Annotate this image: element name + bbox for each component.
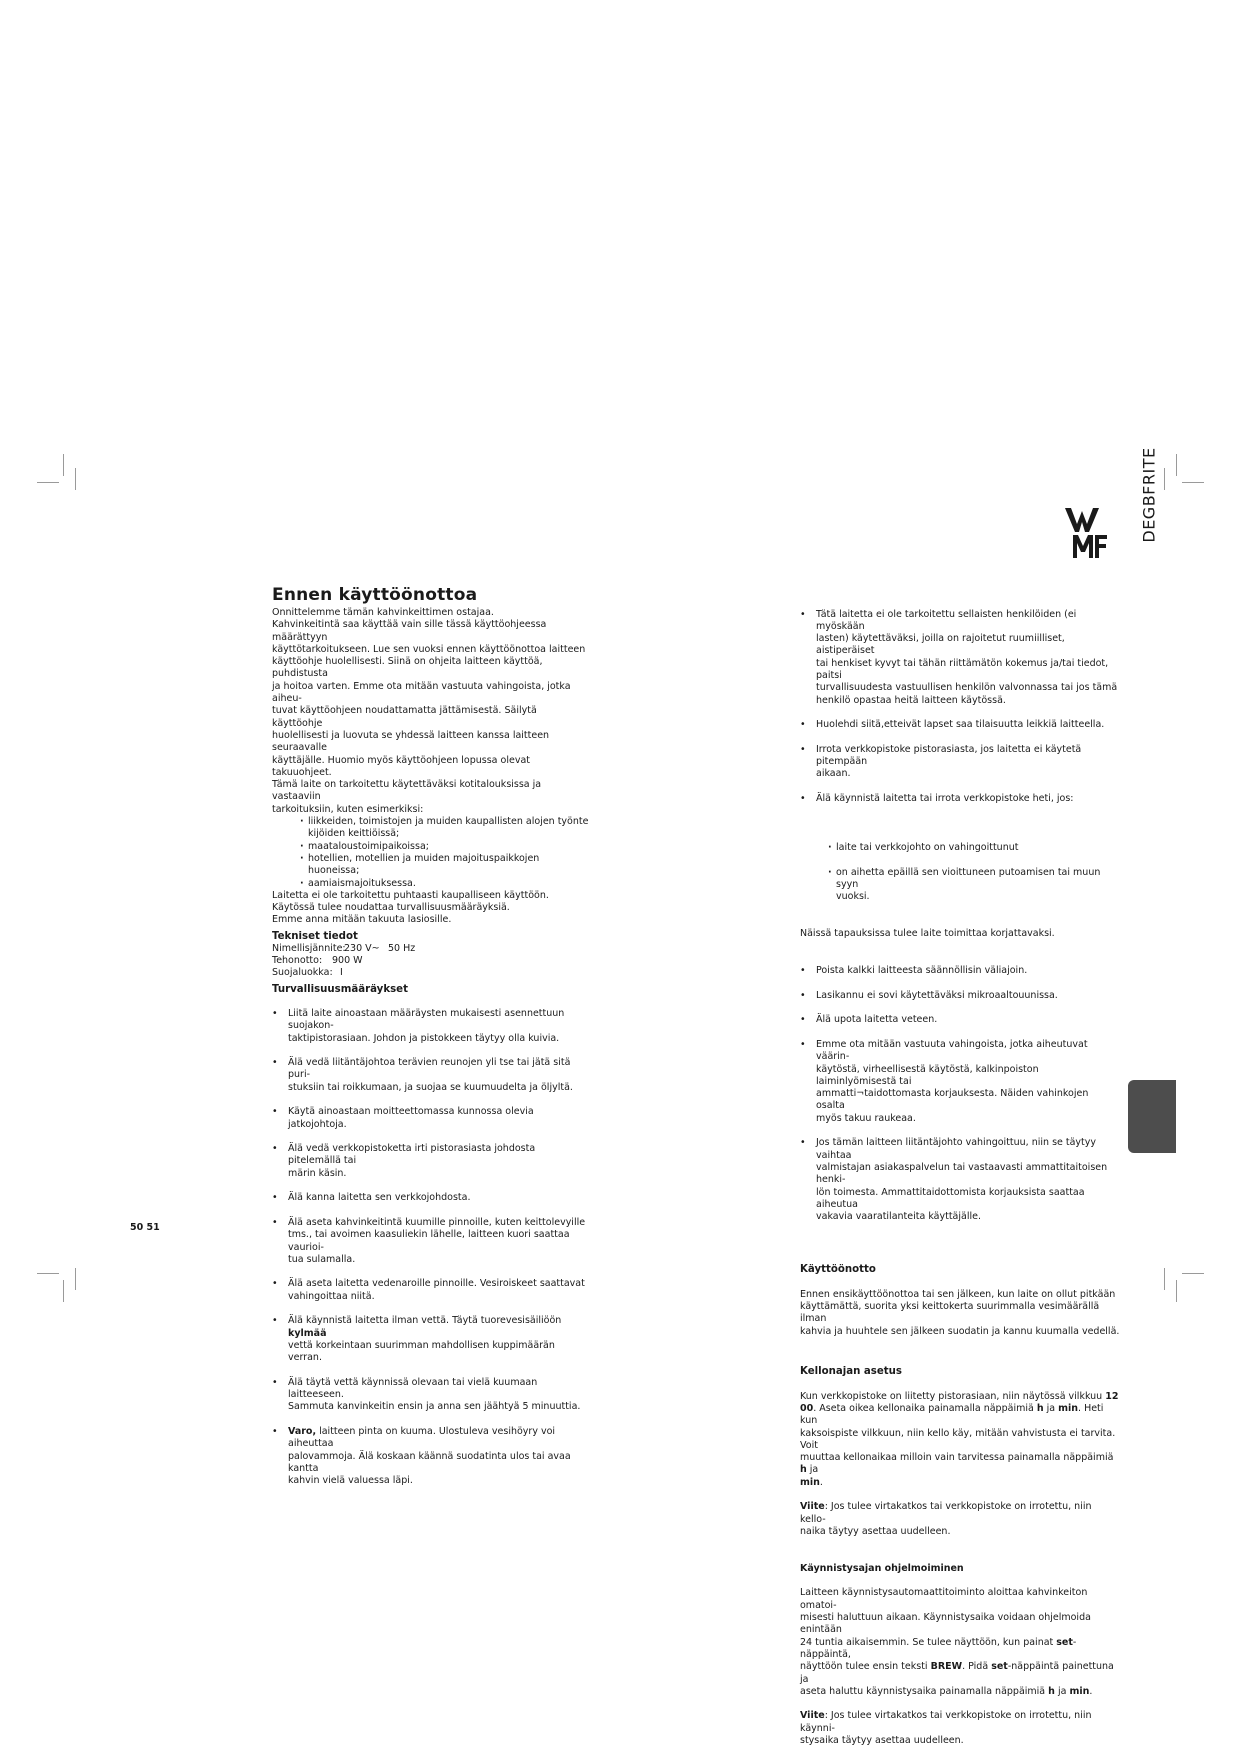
crop-mark [1182,1273,1204,1274]
safety-list-continued [800,596,1120,817]
intro-line: käyttäjälle. Huomio myös käyttöohjeen lopussa olevat takuuohjeet. [272,754,530,778]
condition-item: · on aihetta epäillä sen vioittuneen putoamisen tai muun syyn vuoksi. [828,867,1120,904]
safety-item: • Älä vedä liitäntäjohtoa terävien reunojen yli tse tai jätä sitä puri- stuksiin tai roikkumaan, ja suojaa se kuumuudelta ja öljyltä. [272,1057,590,1094]
page-numbers: 50 51 [130,1222,160,1233]
safety-item: • Käytä ainoastaan moitteettomassa kunnossa olevia jatkojohtoja. [272,1106,590,1131]
crop-mark [1176,454,1177,476]
intro-line: käyttötarkoitukseen. Lue sen vuoksi ennen käyttöönottoa laitteen [272,643,586,655]
note-text: : Jos tulee virtakatkos tai verkkopistoke on irrotettu, niin kello- naika täytyy asettaa uudelleen. [800,1501,1092,1537]
spec-label: Nimellisjännite: [272,942,346,954]
safety-item: • Lasikannu ei sovi käytettäväksi mikroaaltouunissa. [800,990,1120,1002]
clock-text [800,1391,1120,1489]
spec-row-voltage [272,943,590,955]
text-run: . Aseta oikea kellonaika painamalla näppäimiä [813,1403,1037,1414]
spec-label: Tehonotto: [272,955,323,967]
spec-row-power [272,955,590,967]
safety-heading: Turvallisuusmääräykset [272,983,408,995]
safety-item: • Älä aseta kahvinkeitintä kuumille pinnoille, kuten keittolevyille tms., tai avoimen kaasuliekin lähelle, laitteen kuori saattaa vaurioi- tua sulamalla. [272,1217,590,1266]
safety-item: • Irrota verkkopistoke pistorasiasta, jos laitetta ei käytetä pitempään aikaan. [800,744,1120,781]
intro-line: tarkoituksiin, kuten esimerkiksi: [272,803,424,815]
spec-row-class [272,967,590,979]
text-run: ja [1043,1403,1059,1414]
crop-mark [63,454,64,476]
clock-heading: Kellonajan asetus [800,1366,902,1378]
spec-value: 900 W [332,955,363,967]
first-use-heading: Käyttöönotto [800,1264,876,1276]
text-run: -näppäintä, näyttöön tulee ensin teksti [800,1636,1077,1673]
crop-mark [63,1280,64,1302]
text-run: . [819,1476,823,1488]
crop-mark [37,482,59,483]
safety-list-more [800,953,1120,1236]
safety-item: • Liitä laite ainoastaan määräysten mukaisesti asennettuun suojakon- taktipistorasiaan. Johdon ja pistokkeen täytyy olla kuivia. [272,1008,590,1045]
safety-item [272,1315,590,1364]
intro-line: Kahvinkeitintä saa käyttää vain sille tässä käyttöohjeessa määrättyyn [272,619,547,643]
safety-item: • Älä täytä vettä käynnissä olevaan tai vielä kuumaan laitteeseen. Sammuta kanvinkeitin ensin ja anna sen jäähtyä 5 minuuttia. [272,1377,590,1414]
intro-line: Onnittelemme tämän kahvinkeittimen ostajaa. [272,607,494,618]
safety-item: • Huolehdi siitä,etteivät lapset saa tilaisuutta leikkiä laitteella. [800,719,1120,731]
wmf-logo [1065,508,1109,558]
right-column [800,584,1120,1760]
safety-item: • Tätä laitetta ei ole tarkoitettu sellaisten henkilöiden (ei myöskään lasten) käytettäväksi, joilla on rajoitetut ruumiilliset, aistiperäiset tai henkiset kyvyt tai tähän riittämätön kokemus ja/tai tiedot, paitsi turvallisuudesta vastuullisen henkilön valvonnassa tai jos tämä henkilö opastaa heitä laitteen käytössä. [800,609,1120,707]
example-item: · aamiaismajoituksessa. [300,878,590,890]
safety-item: • Älä vedä verkkopistoketta irti pistorasiasta johdosta pitelemällä tai märin käsin. [272,1143,590,1180]
crop-mark [75,468,76,490]
crop-mark [1176,1280,1177,1302]
after-line: Emme anna mitään takuuta lasiosille. [272,914,452,926]
text-run: ja [1054,1685,1070,1697]
text-emphasis: h [800,1464,807,1476]
after-line: Käytössä tulee noudattaa turvallisuusmääräyksiä. [272,902,510,914]
text-emphasis: min [800,1476,820,1488]
page-title: Ennen käyttöönottoa [272,585,478,605]
spec-value: I [340,967,343,979]
timer-heading: Käynnistysajan ohjelmoiminen [800,1562,964,1574]
after-line: Laitetta ei ole tarkoitettu puhtaasti kaupalliseen käyttöön. [272,889,549,901]
safety-item: • Älä käynnistä laitetta tai irrota verkkopistoke heti, jos: [800,793,1120,805]
safety-item: • Emme ota mitään vastuuta vahingoista, jotka aiheutuvat väärin- käytöstä, virheellisestä käytöstä, kalkinpoiston laiminlyömisestä tai ammatti¬taidottomasta korjauksesta. Näiden vahinkojen osalta myös takuu raukeaa. [800,1039,1120,1125]
clock-note [800,1501,1120,1538]
safety-text: Älä käynnistä laitetta ilman vettä. Täytä tuorevesisäiliöön [288,1315,562,1327]
intro-line: Tämä laite on tarkoitettu käytettäväksi kotitalouksissa ja vastaaviin [272,779,542,803]
intro-line: huolellisesti ja luovuta se yhdessä laitteen kanssa laitteen seuraavalle [272,729,550,754]
text-emphasis: h [1036,1403,1044,1414]
section-tab [1128,1080,1176,1153]
text-emphasis: BREW [930,1661,963,1673]
text-emphasis: set [991,1661,1008,1673]
text-emphasis: 12 00 [800,1390,1119,1414]
examples-list [272,816,590,890]
text-emphasis: set [1056,1636,1073,1648]
note-label: Viite [800,1710,825,1722]
spec-value: 230 V~ [344,942,380,954]
text-run: Kun verkkopistoke on liitetty pistorasiaan, niin näytössä vilkkuu [800,1390,1106,1402]
text-run: . Pidä [962,1661,992,1673]
example-item: · liikkeiden, toimistojen ja muiden kaupallisten alojen työnte kijöiden keittiöissä; [300,816,590,841]
spec-label: Suojaluokka: [272,967,333,979]
text-run: Laitteen käynnistysautomaattitoiminto aloittaa kahvinkeiton omatoi- misesti haluttuun aikaan. Käynnistysaika voidaan ohjelmoida enintään 24 tuntia aikaisemmin. Se tulee näyttöön, kun painat [800,1587,1091,1648]
spec-value: 50 Hz [388,942,416,954]
timer-text [800,1587,1120,1698]
safety-list [272,996,590,1500]
note-label: Viite [800,1501,825,1513]
intro-line: tuvat käyttöohjeen noudattamatta jättämisestä. Säilytä käyttöohje [272,705,537,729]
intro-line: käyttöohje huolellisesti. Siinä on ohjeita laitteen käyttöä, puhdistusta [272,656,543,680]
language-codes-text: DEGBFRITE [1139,447,1159,543]
text-run: . [1089,1685,1093,1697]
text-emphasis: h [1048,1685,1055,1697]
tech-heading: Tekniset tiedot [272,930,358,942]
safety-item: • Älä aseta laitetta vedenaroille pinnoille. Vesiroiskeet saattavat vahingoittaa niitä. [272,1278,590,1303]
intro-line: ja hoitoa varten. Emme ota mitään vastuuta vahingoista, jotka aiheu- [272,680,571,705]
safety-item [272,1426,590,1487]
first-use-text: Ennen ensikäyttöönottoa tai sen jälkeen, kun laite on ollut pitkään käyttämättä, suorita yksi keittokerta suurimmalla vesimäärällä ilman kahvia ja huuhtele sen jälkeen suodatin ja kannu kuumalla vedellä. [800,1288,1120,1337]
safety-text: laitteen pinta on kuuma. Ulostuleva vesihöyry voi aiheuttaa palovammoja. Älä koskaan käännä suodatinta ulos tai avaa kantta kahvin vielä valuessa läpi. [288,1426,571,1487]
text-run: . Heti kun kaksoispiste vilkkuun, niin kello käy, mitään vahvistusta ei tarvita. Voit muuttaa kellonaikaa milloin vain tarvitessa painamalla näppäimiä [800,1403,1116,1464]
crop-mark [1164,1268,1165,1290]
safety-item: • Älä upota laitetta veteen. [800,1014,1120,1026]
text-run: -näppäintä painettuna ja aseta haluttu käynnistysaika painamalla näppäimiä [800,1661,1114,1697]
crop-mark [1164,468,1165,490]
note-text: : Jos tulee virtakatkos tai verkkopistoke on irrotettu, niin käynni- stysaika täytyy asettaa uudelleen. [800,1710,1092,1747]
crop-mark [37,1273,59,1274]
text-emphasis: min [1069,1685,1090,1697]
conditions-list [800,830,1120,916]
condition-item: · laite tai verkkojohto on vahingoittunut [828,842,1120,854]
safety-item: • Älä kanna laitetta sen verkkojohdosta. [272,1192,590,1204]
safety-item: • Jos tämän laitteen liitäntäjohto vahingoittuu, niin se täytyy vaihtaa valmistajan asiakaspalvelun tai vastaavasti ammattitaitoisen henki- lön toimesta. Ammattitaidottomista korjauksista saattaa aiheutua vakavia vaaratilanteita käyttäjälle. [800,1137,1120,1223]
crop-mark [75,1268,76,1290]
crop-mark [1182,482,1204,483]
repair-line: Näissä tapauksissa tulee laite toimittaa korjattavaksi. [800,928,1055,940]
language-codes [1138,447,1160,543]
safety-emphasis: Varo, [288,1426,317,1437]
text-emphasis: min [1058,1403,1079,1414]
example-item: · hotellien, motellien ja muiden majoituspaikkojen huoneissa; [300,853,590,878]
safety-emphasis: kylmää [288,1327,327,1339]
timer-note [800,1710,1120,1747]
left-column [272,584,590,1500]
example-item: · maataloustoimipaikoissa; [300,841,590,853]
text-run: ja [809,1464,819,1476]
safety-item: • Poista kalkki laitteesta säännöllisin väliajoin. [800,965,1120,977]
safety-text: vettä korkeintaan suurimman mahdollisen kuppimäärän verran. [288,1339,555,1364]
